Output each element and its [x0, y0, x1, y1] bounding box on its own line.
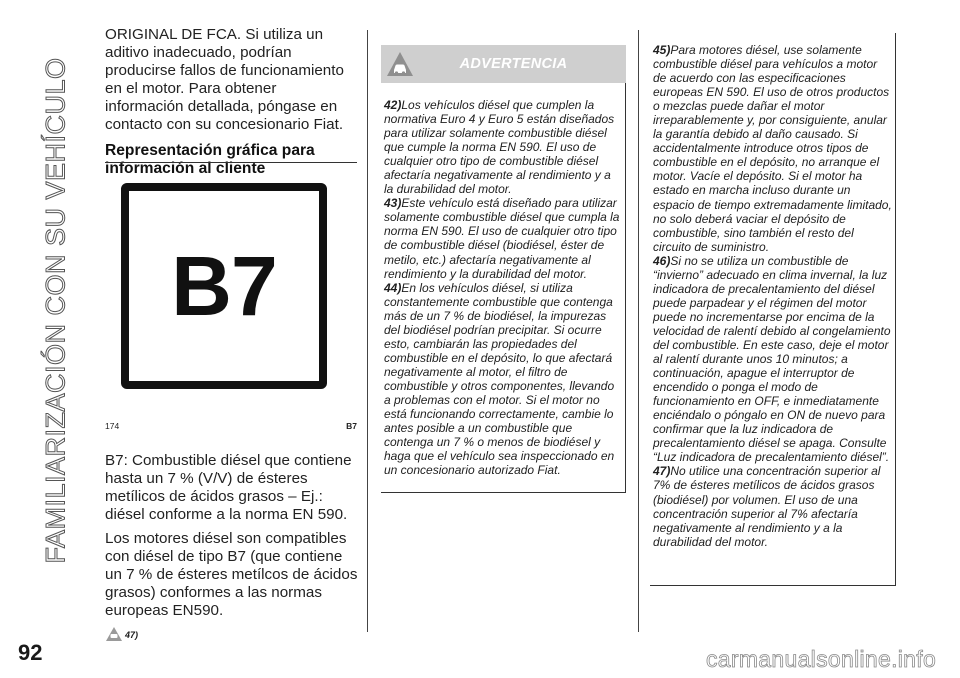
intro-paragraph: ORIGINAL DE FCA. Si utiliza un aditivo inadecuado, podrían producirse fallos de funcionamiento en el motor. Para obtener información detallada, póngase en contacto con su concesionario Fiat. [105, 26, 344, 133]
warning-reference [105, 626, 360, 642]
warning-item: 44)En los vehículos diésel, si utiliza constantemente combustible que contenga más de un 7 % de biodiésel, la impurezas del biodiésel podrían precipitar. Si ocurre esto, cambiarán las propiedades del combustible en el depósito, lo que afectará negativamente al motor, el filtro de combustible y otros componentes, llevando a problemas con el motor. Si el motor no está funcionando correctamente, cambie lo antes posible a un combustible que contenga un 7 % o menos de biodiésel y haga que el vehículo sea inspeccionado en un concesionario autorizado Fiat. [384, 280, 615, 478]
note-item: 46)Si no se utiliza un combustible de “invierno” adecuado en clima invernal, la luz indicadora de precalentamiento del diésel puede parpadear y el régimen del motor puede no incrementarse por encima de la velocidad de ralentí debido al congelamiento del combustible. En este caso, deje el motor al ralentí durante unos 10 minutos; a continuación, apague el interruptor de encendido o ponga el modo de funcionamiento en OFF, e inmediatamente enciéndalo o póngalo en ON de nuevo para confirmar que la luz indicadora de precalentamiento diésel se apaga. Consulte “Luz indicadora de precalentamiento diésel”. [653, 253, 891, 465]
warning-item: 43)Este vehículo está diseñado para utilizar solamente combustible diésel que cumpla la norma EN 590. El uso de cualquier otro tipo de combustible diésel (biodiésel, éster de metilo, etc.) afectaría negativamente al rendimiento y la durabilidad del motor. [384, 196, 620, 281]
column-divider [367, 30, 368, 632]
compat-paragraph: Los motores diésel son compatibles con diésel de tipo B7 (que contiene un 7 % de ésteres metílcos de ácidos grasos) conformes a las normas europeas EN590. [105, 530, 358, 619]
warning-car-icon [385, 49, 415, 79]
note-item: 47)No utilice una concentración superior al 7% de ésteres metílicos de ácidos grasos (biodiésel) por volumen. El uso de una concentración superior al 7% afectaría negativamente al rendimiento y a la durabilidad del motor. [653, 464, 881, 549]
advertencia-box [381, 83, 626, 493]
section-heading: Representación gráfica para información al cliente [105, 142, 315, 177]
figure-number: 174 [105, 421, 120, 431]
notes-box [650, 33, 896, 586]
warning-car-icon [105, 626, 123, 642]
b7-fuel-label-icon [121, 183, 327, 389]
column-divider [638, 30, 639, 632]
figure-code: B7 [346, 421, 357, 431]
column-left-bottom [105, 452, 360, 642]
b7-figure [105, 162, 357, 433]
side-title-text: FAMILIARIZACIÓN CON SU VEHÍCULO [40, 56, 71, 564]
advertencia-header [381, 45, 626, 83]
page-number: 92 [18, 640, 43, 665]
section-side-title [26, 10, 86, 610]
b7-label: B7 [171, 238, 277, 333]
b7-description: B7: Combustible diésel que contiene hasta un 7 % (V/V) de ésteres metílicos de ácidos grasos – Ej.: diésel conforme a la norma EN 590. [105, 452, 352, 523]
warning-item: 42)Los vehículos diésel que cumplen la normativa Euro 4 y Euro 5 están diseñados para utilizar solamente combustible diésel que cumple la norma EN 590. El uso de cualquier otro tipo de combustible diésel afectaría negativamente al rendimiento y a la durabilidad del motor. [384, 98, 615, 197]
footer-watermark: carmanualsonline.info [706, 646, 937, 672]
advertencia-title: ADVERTENCIA [459, 56, 568, 72]
warning-ref-number: 47) [125, 630, 139, 640]
note-item: 45)Para motores diésel, use solamente combustible diésel para vehículos a motor de acuerdo con las especificaciones europeas EN 590. El uso de otros productos o mezclas puede dañar el motor irreparablemente y, por consiguiente, anular la garantía debido al daño causado. Si accidentalmente introduce otros tipos de combustible en el depósito, no arranque el motor. Vacíe el depósito. Si el motor ha estado en marcha incluso durante un espacio de tiempo extremadamente limitado, no solo deberá vaciar el depósito de combustible, sino también el resto del circuito de suministro. [653, 43, 892, 254]
column-left [105, 26, 355, 178]
